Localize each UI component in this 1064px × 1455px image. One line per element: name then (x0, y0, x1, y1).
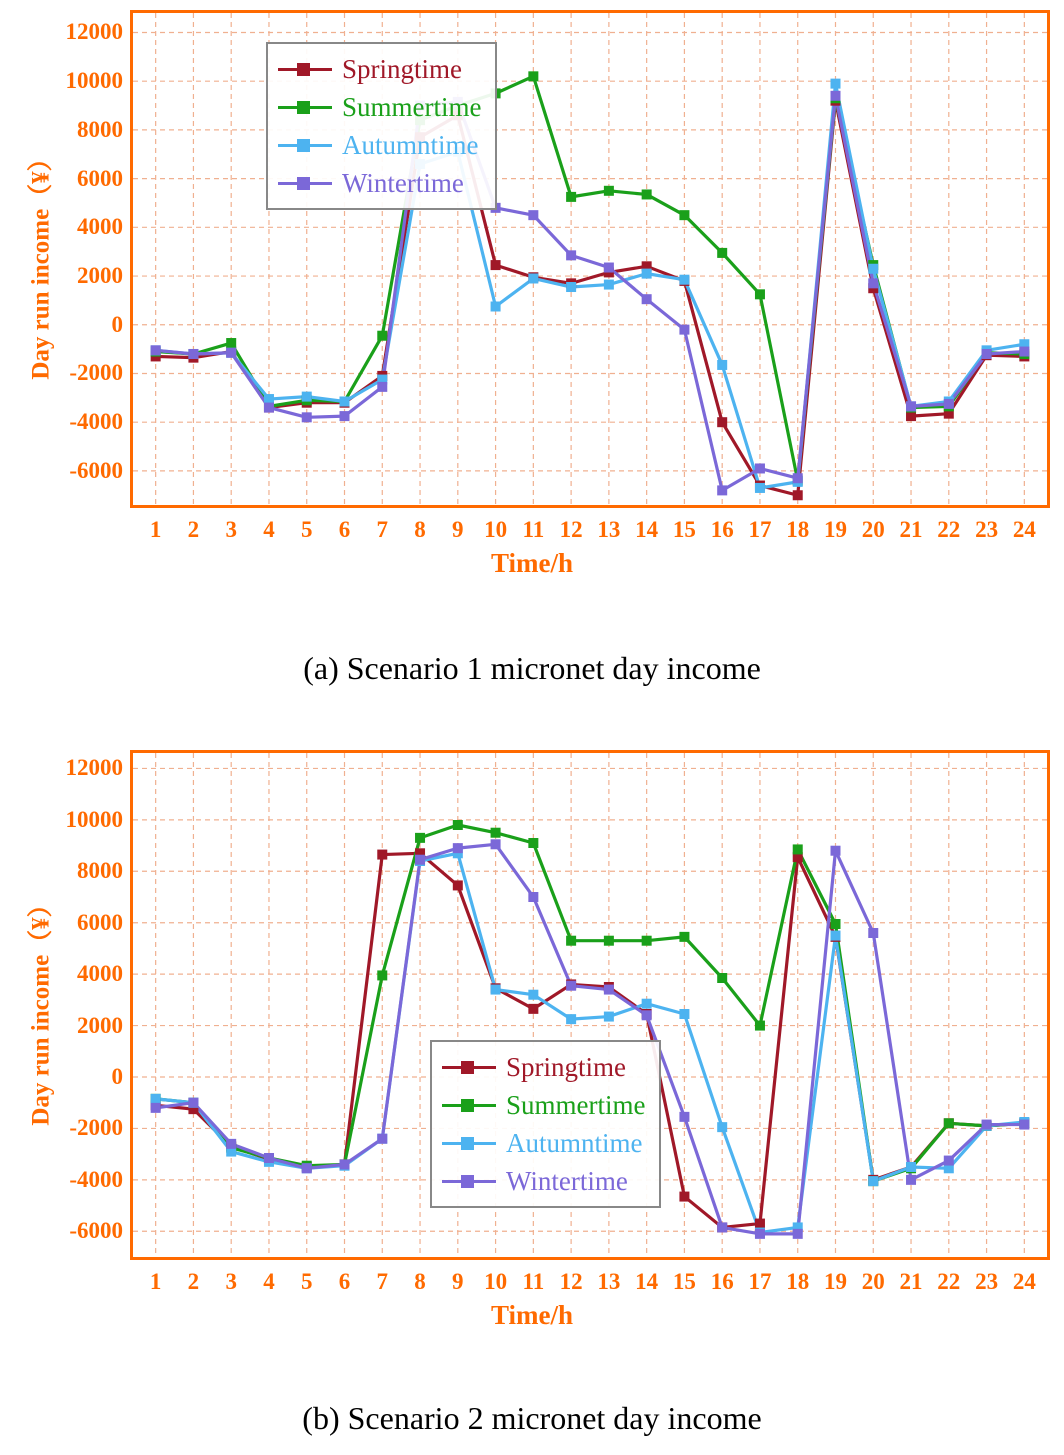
legend-marker-icon (442, 1171, 496, 1191)
x-tick-label: 16 (710, 1269, 734, 1294)
x-tick-label: 17 (748, 1269, 772, 1294)
legend-item (442, 1048, 645, 1086)
y-axis-label-b: Day run income（¥） (27, 892, 55, 1126)
x-tick-label: 8 (414, 517, 426, 542)
legend-item (278, 50, 481, 88)
y-tick-label: 0 (111, 311, 123, 337)
caption-a: (a) Scenario 1 micronet day income (303, 650, 761, 686)
y-tick-label: 10000 (65, 806, 123, 832)
legend-item (278, 164, 481, 202)
legend-label: Autumntime (342, 129, 479, 160)
y-tick-label: 4000 (77, 214, 123, 240)
legend-label: Wintertime (506, 1165, 628, 1196)
legend-b (430, 1040, 661, 1208)
y-tick-label: 6000 (77, 165, 123, 191)
x-axis-label-b: Time/h (490, 1300, 573, 1330)
x-tick-label: 18 (786, 1269, 810, 1294)
legend-label: Summertime (506, 1089, 646, 1120)
x-tick-label: 4 (263, 1269, 275, 1294)
x-tick-label: 3 (225, 1269, 237, 1294)
x-tick-label: 16 (710, 517, 734, 542)
x-tick-label: 15 (672, 1269, 696, 1294)
legend-item (278, 126, 481, 164)
y-tick-label: 0 (111, 1064, 123, 1089)
x-tick-label: 21 (899, 1269, 923, 1294)
x-tick-label: 13 (597, 517, 621, 542)
legend-item (442, 1124, 645, 1162)
x-tick-label: 2 (187, 517, 200, 542)
chart-a (0, 0, 1064, 600)
x-tick-label: 17 (748, 517, 772, 542)
x-tick-label: 11 (522, 1269, 545, 1294)
x-tick-label: 9 (452, 1269, 464, 1294)
caption-b: (b) Scenario 2 micronet day income (302, 1400, 762, 1436)
x-tick-label: 18 (786, 517, 810, 542)
x-tick-label: 20 (861, 517, 885, 542)
x-tick-label: 10 (484, 1269, 508, 1294)
legend-marker-icon (442, 1057, 496, 1077)
legend-label: Wintertime (342, 167, 464, 198)
y-tick-label: 12000 (65, 19, 123, 45)
x-tick-label: 21 (899, 517, 923, 542)
y-axis-label-a: Day run income（¥） (27, 146, 55, 380)
legend-a (266, 42, 497, 210)
x-tick-label: 7 (376, 1269, 389, 1294)
x-tick-label: 1 (149, 1269, 162, 1294)
x-tick-label: 19 (823, 1269, 847, 1294)
legend-marker-icon (278, 135, 332, 155)
figure-b (0, 740, 1064, 1436)
legend-item (442, 1086, 645, 1124)
y-tick-label: 6000 (77, 909, 123, 935)
x-tick-label: 8 (414, 1269, 426, 1294)
x-tick-label: 24 (1012, 1269, 1036, 1294)
y-tick-label: 8000 (77, 116, 123, 142)
y-tick-label: -2000 (69, 360, 123, 386)
x-tick-label: 6 (338, 517, 351, 542)
legend-label: Springtime (342, 53, 462, 84)
x-tick-label: 12 (559, 1269, 583, 1294)
y-tick-label: 10000 (65, 68, 123, 94)
x-tick-label: 5 (300, 517, 313, 542)
chart-b (0, 740, 1064, 1360)
legend-label: Summertime (342, 91, 482, 122)
x-tick-label: 23 (975, 1269, 999, 1294)
x-tick-label: 10 (484, 517, 508, 542)
x-tick-label: 13 (597, 1269, 621, 1294)
y-tick-label: 2000 (77, 263, 123, 289)
x-tick-label: 19 (823, 517, 847, 542)
legend-label: Springtime (506, 1051, 626, 1082)
y-tick-label: -4000 (69, 409, 123, 435)
figure-a (0, 0, 1064, 686)
x-tick-label: 1 (149, 517, 162, 542)
x-tick-label: 24 (1012, 517, 1036, 542)
x-tick-label: 2 (187, 1269, 200, 1294)
y-tick-label: 2000 (77, 1012, 123, 1038)
x-axis-label-a: Time/h (490, 548, 573, 578)
x-tick-label: 23 (975, 517, 999, 542)
x-tick-label: 5 (300, 1269, 313, 1294)
x-tick-label: 14 (635, 1269, 659, 1294)
y-tick-label: -6000 (69, 457, 123, 483)
y-tick-label: -6000 (69, 1218, 123, 1244)
x-tick-label: 15 (672, 517, 696, 542)
x-tick-label: 20 (861, 1269, 885, 1294)
legend-marker-icon (278, 97, 332, 117)
x-tick-label: 12 (559, 517, 583, 542)
x-tick-label: 14 (635, 517, 659, 542)
x-tick-label: 7 (376, 517, 389, 542)
legend-marker-icon (278, 173, 332, 193)
x-tick-label: 4 (263, 517, 275, 542)
x-tick-label: 22 (937, 517, 961, 542)
y-tick-label: 4000 (77, 961, 123, 987)
x-tick-label: 11 (522, 517, 545, 542)
legend-marker-icon (442, 1133, 496, 1153)
y-tick-label: -4000 (69, 1166, 123, 1192)
legend-label: Autumntime (506, 1127, 643, 1158)
x-tick-label: 3 (225, 517, 237, 542)
x-tick-label: 9 (452, 517, 464, 542)
legend-item (278, 88, 481, 126)
y-tick-label: 8000 (77, 858, 123, 884)
y-tick-label: 12000 (65, 755, 123, 781)
y-tick-label: -2000 (69, 1115, 123, 1141)
x-tick-label: 6 (338, 1269, 351, 1294)
legend-marker-icon (278, 59, 332, 79)
legend-marker-icon (442, 1095, 496, 1115)
x-tick-label: 22 (937, 1269, 961, 1294)
legend-item (442, 1162, 645, 1200)
